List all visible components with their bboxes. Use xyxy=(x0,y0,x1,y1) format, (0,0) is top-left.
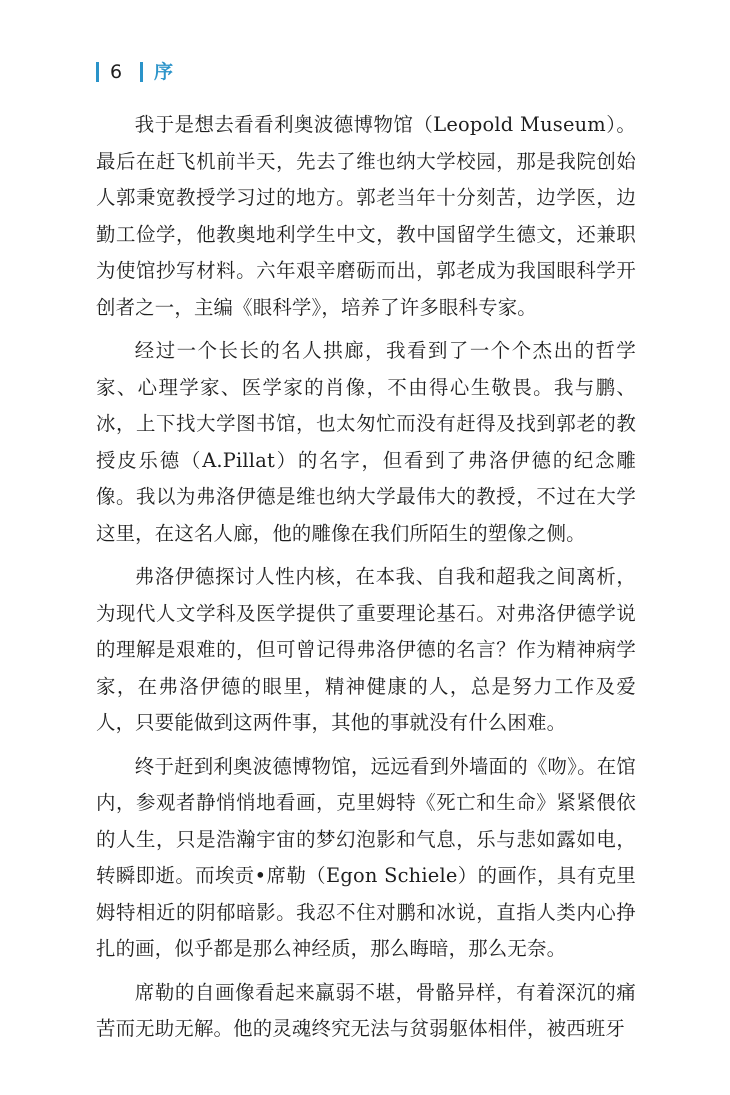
section-title: 序 xyxy=(154,61,174,83)
paragraph: 终于赶到利奥波德博物馆，远远看到外墙面的《吻》。在馆内，参观者静悄悄地看画，克里姆特《死亡和生命》紧紧偎依的人生，只是浩瀚宇宙的梦幻泡影和气息，乐与悲如露如电，转瞬即逝。而埃贡•席勒（Egon Schiele）的画作，具有克里姆特相近的阴郁暗影。我忍不住对鹏和冰说，直指人类内心挣扎的画，似乎都是那么神经质，那么晦暗，那么无奈。 xyxy=(96,754,636,960)
paragraph: 我于是想去看看利奥波德博物馆（Leopold Museum）。最后在赶飞机前半天，先去了维也纳大学校园，那是我院创始人郭秉宽教授学习过的地方。郭老当年十分刻苦，边学医，边勤工俭学，他教奥地利学生中文，教中国留学生德文，还兼职为使馆抄写材料。六年艰辛磨砺而出，郭老成为我国眼科学开创者之一，主编《眼科学》，培养了许多眼科专家。 xyxy=(96,113,636,319)
paragraph: 经过一个长长的名人拱廊，我看到了一个个杰出的哲学家、心理学家、医学家的肖像，不由得心生敬畏。我与鹏、冰，上下找大学图书馆，也太匆忙而没有赶得及找到郭老的教授皮乐德（A.Pillat）的名字，但看到了弗洛伊德的纪念雕像。我以为弗洛伊德是维也纳大学最伟大的教授，不过在大学这里，在这名人廊，他的雕像在我们所陌生的塑像之侧。 xyxy=(96,339,636,545)
header-rule-right xyxy=(140,62,143,82)
paragraph: 弗洛伊德探讨人性内核，在本我、自我和超我之间离析，为现代人文学科及医学提供了重要理论基石。对弗洛伊德学说的理解是艰难的，但可曾记得弗洛伊德的名言？作为精神病学家，在弗洛伊德的眼里，精神健康的人，总是努力工作及爱人，只要能做到这两件事，其他的事就没有什么困难。 xyxy=(96,565,636,734)
page-number: 6 xyxy=(110,61,123,83)
paragraph: 席勒的自画像看起来羸弱不堪，骨骼异样，有着深沉的痛苦而无助无解。他的灵魂终究无法与贫弱躯体相伴，被西班牙 xyxy=(96,980,636,1040)
header-rule-left xyxy=(96,62,99,82)
body-text xyxy=(96,107,636,1055)
